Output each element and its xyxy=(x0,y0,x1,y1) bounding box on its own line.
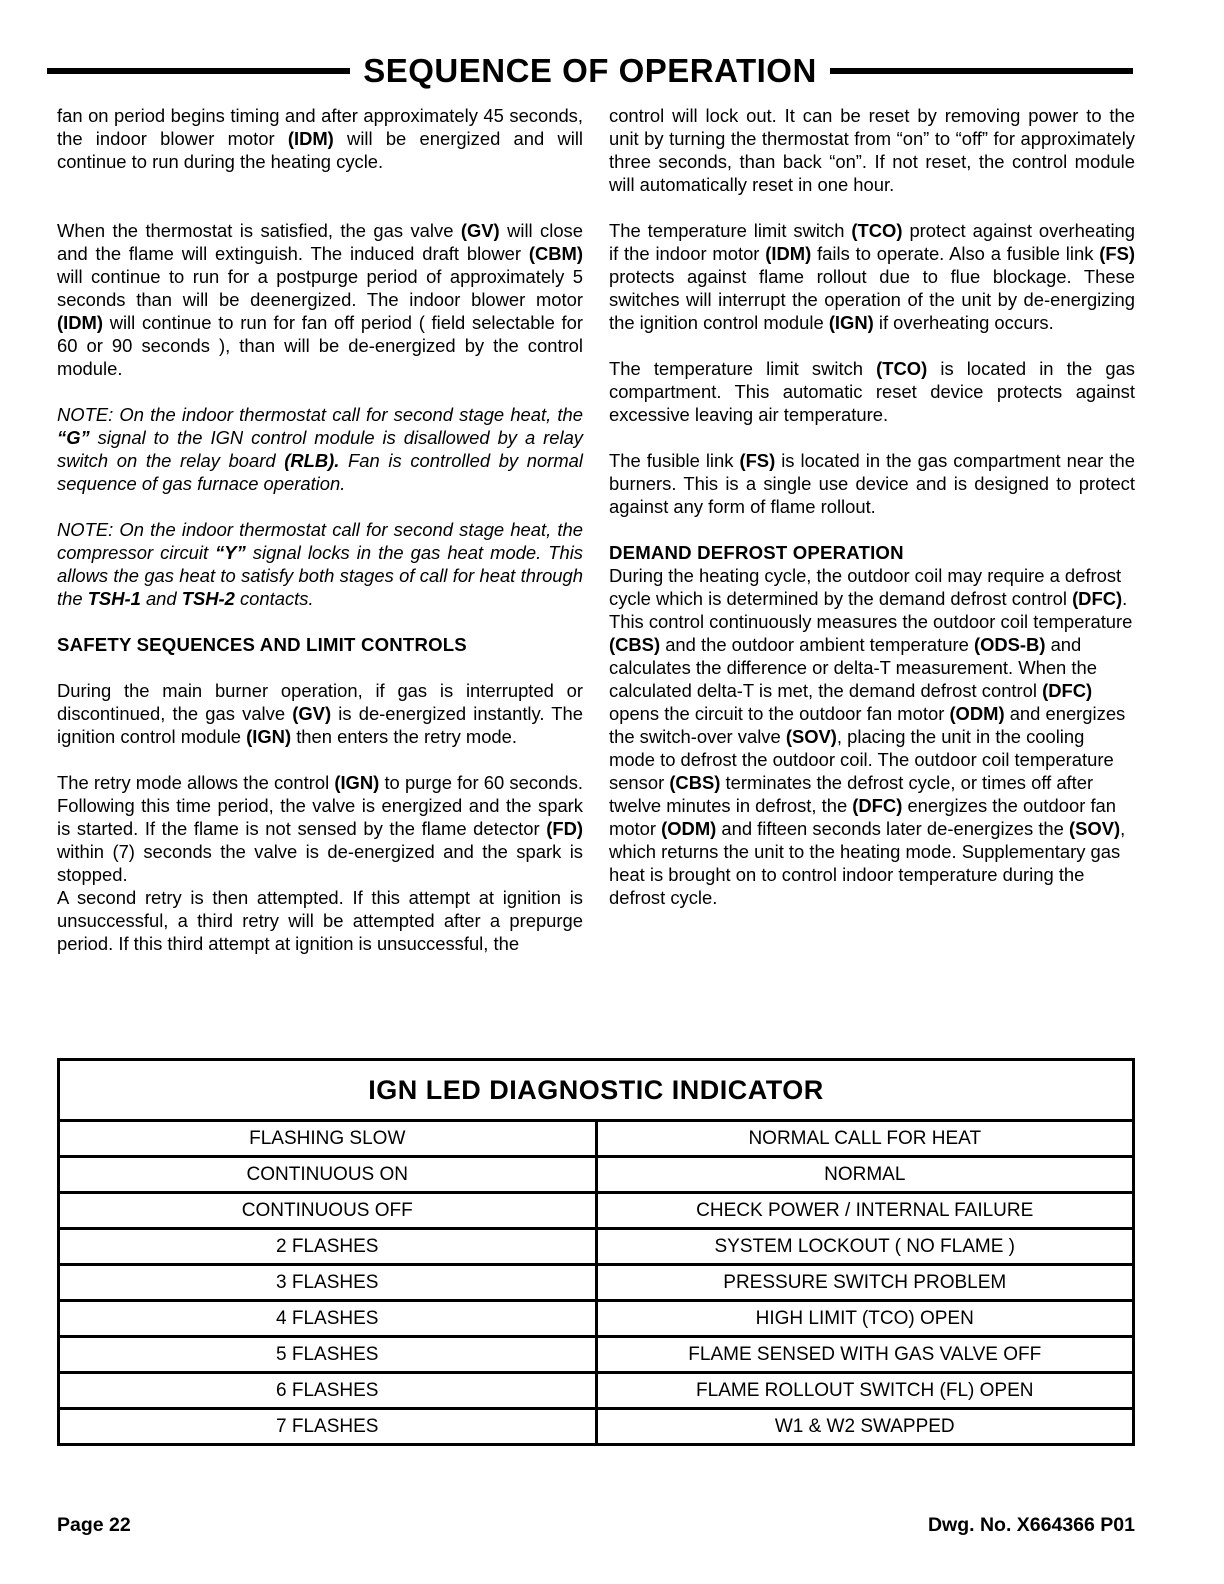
table-row xyxy=(59,1265,1134,1301)
meaning-cell: HIGH LIMIT (TCO) OPEN xyxy=(596,1301,1134,1337)
meaning-cell: SYSTEM LOCKOUT ( NO FLAME ) xyxy=(596,1229,1134,1265)
title-rule-right xyxy=(830,68,1133,74)
meaning-cell: PRESSURE SWITCH PROBLEM xyxy=(596,1265,1134,1301)
led-state-cell: 5 FLASHES xyxy=(59,1337,597,1373)
table-row xyxy=(59,1373,1134,1409)
meaning-cell: FLAME ROLLOUT SWITCH (FL) OPEN xyxy=(596,1373,1134,1409)
two-column-body xyxy=(57,104,1135,978)
page-footer xyxy=(57,1514,1135,1537)
page-title: SEQUENCE OF OPERATION xyxy=(363,52,817,89)
table-row xyxy=(59,1229,1134,1265)
table-row xyxy=(59,1157,1134,1193)
led-state-cell: 4 FLASHES xyxy=(59,1301,597,1337)
meaning-cell: FLAME SENSED WITH GAS VALVE OFF xyxy=(596,1337,1134,1373)
right-column xyxy=(609,104,1135,978)
left-column xyxy=(57,104,583,978)
meaning-cell: NORMAL xyxy=(596,1157,1134,1193)
table-row xyxy=(59,1337,1134,1373)
paragraph-tco-overheating: The temperature limit switch (TCO) protect against overheating if the indoor motor (IDM) fails to operate. Also a fusible link (FS) protects against flame rollout due to flue blockage. These switches will interrupt the operation of the unit by de-energizing the ignition control module (IGN) if overheating occurs. xyxy=(609,220,1135,333)
title-rule-left xyxy=(47,68,350,74)
paragraph-lockout-reset: control will lock out. It can be reset by removing power to the unit by turning the thermostat from “on” to “off” for approximately three seconds, than back “on”. If not reset, the control module will automatically reset in one hour. xyxy=(609,105,1135,195)
paragraph-retry-mode: The retry mode allows the control (IGN) to purge for 60 seconds. Following this time period, the valve is energized and the spark is started. If the flame is not sensed by the flame detector (FD) within (7) seconds the valve is de-energized and the spark is stopped. xyxy=(57,772,583,885)
table-row xyxy=(59,1121,1134,1157)
page-header xyxy=(47,52,1133,90)
table-title-row xyxy=(59,1060,1134,1121)
meaning-cell: CHECK POWER / INTERNAL FAILURE xyxy=(596,1193,1134,1229)
meaning-cell: NORMAL CALL FOR HEAT xyxy=(596,1121,1134,1157)
note-g-signal: NOTE: On the indoor thermostat call for second stage heat, the “G” signal to the IGN control module is disallowed by a relay switch on the relay board (RLB). Fan is controlled by normal sequence of gas furnace operation. xyxy=(57,404,583,494)
table-title: IGN LED DIAGNOSTIC INDICATOR xyxy=(59,1060,1134,1121)
led-state-cell: 6 FLASHES xyxy=(59,1373,597,1409)
ign-led-diagnostic-table xyxy=(57,1058,1135,1446)
page-number: Page 22 xyxy=(57,1514,131,1536)
led-state-cell: CONTINUOUS OFF xyxy=(59,1193,597,1229)
table-row xyxy=(59,1409,1134,1445)
paragraph-fusible-link: The fusible link (FS) is located in the gas compartment near the burners. This is a single use device and is designed to protect against any form of flame rollout. xyxy=(609,450,1135,517)
led-state-cell: FLASHING SLOW xyxy=(59,1121,597,1157)
led-state-cell: 3 FLASHES xyxy=(59,1265,597,1301)
heading-demand-defrost: DEMAND DEFROST OPERATION xyxy=(609,542,904,563)
table-row xyxy=(59,1193,1134,1229)
paragraph-tco-location: The temperature limit switch (TCO) is located in the gas compartment. This automatic reset device protects against excessive leaving air temperature. xyxy=(609,358,1135,425)
paragraph-second-retry: A second retry is then attempted. If this attempt at ignition is unsuccessful, a third retry will be attempted after a prepurge period. If this third attempt at ignition is unsuccessful, the xyxy=(57,887,583,954)
led-state-cell: CONTINUOUS ON xyxy=(59,1157,597,1193)
meaning-cell: W1 & W2 SWAPPED xyxy=(596,1409,1134,1445)
paragraph-main-burner: During the main burner operation, if gas is interrupted or discontinued, the gas valve (GV) is de-energized instantly. The ignition control module (IGN) then enters the retry mode. xyxy=(57,680,583,747)
table-row xyxy=(59,1301,1134,1337)
led-state-cell: 2 FLASHES xyxy=(59,1229,597,1265)
note-y-signal: NOTE: On the indoor thermostat call for second stage heat, the compressor circuit “Y” signal locks in the gas heat mode. This allows the gas heat to satisfy both stages of call for heat through the TSH-1 and TSH-2 contacts. xyxy=(57,519,583,609)
heading-safety-sequences: SAFETY SEQUENCES AND LIMIT CONTROLS xyxy=(57,634,467,655)
paragraph-fan-on-period: fan on period begins timing and after approximately 45 seconds, the indoor blower motor (IDM) will be energized and will continue to run during the heating cycle. xyxy=(57,105,584,172)
paragraph-thermostat-satisfied: When the thermostat is satisfied, the gas valve (GV) will close and the flame will extinguish. The induced draft blower (CBM) will continue to run for a postpurge period of approximately 5 seconds than will be deenergized. The indoor blower motor (IDM) will continue to run for fan off period ( field selectable for 60 or 90 seconds ), than will be de-energized by the control module. xyxy=(57,220,583,379)
paragraph-demand-defrost: During the heating cycle, the outdoor coil may require a defrost cycle which is determined by the demand defrost control (DFC). This control continuously measures the outdoor coil temperature (CBS) and the outdoor ambient temperature (ODS-B) and calculates the difference or delta-T measurement. When the calculated delta-T is met, the demand defrost control (DFC) opens the circuit to the outdoor fan motor (ODM) and energizes the switch-over valve (SOV), placing the unit in the cooling mode to defrost the outdoor coil. The outdoor coil temperature sensor (CBS) terminates the defrost cycle, or times off after twelve minutes in defrost, the (DFC) energizes the outdoor fan motor (ODM) and fifteen seconds later de-energizes the (SOV), which returns the unit to the heating mode. Supplementary gas heat is brought on to control indoor temperature during the defrost cycle. xyxy=(609,565,1133,908)
led-state-cell: 7 FLASHES xyxy=(59,1409,597,1445)
drawing-number: Dwg. No. X664366 P01 xyxy=(927,1514,1135,1536)
